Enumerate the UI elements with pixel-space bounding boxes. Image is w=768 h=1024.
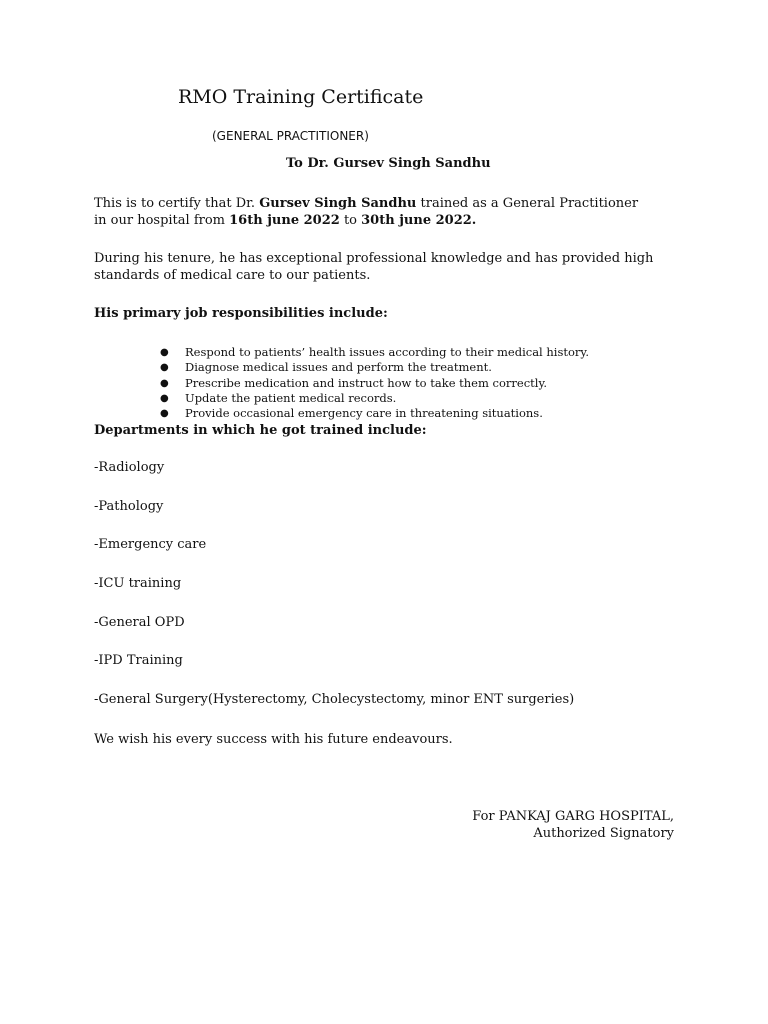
list-item <box>160 406 589 421</box>
signature-title: Authorized Signatory <box>533 826 674 841</box>
intro-paragraph <box>94 195 654 229</box>
responsibility-text: Update the patient medical records. <box>185 390 397 405</box>
intro-text-2: trained as a General Practitioner in our hospital from <box>94 196 639 228</box>
intro-text-1: This is to certify that Dr. <box>94 196 260 211</box>
list-item <box>160 360 589 375</box>
recipient-name: Gursev Singh Sandhu <box>259 196 417 211</box>
list-item <box>160 391 589 406</box>
bullet-icon: ● <box>160 362 169 374</box>
responsibilities-heading: His primary job responsibilities include: <box>94 306 388 321</box>
bullet-icon: ● <box>160 392 169 404</box>
department-item: -Pathology <box>94 499 164 514</box>
department-item: -ICU training <box>94 576 182 591</box>
responsibility-text: Prescribe medication and instruct how to take them correctly. <box>185 375 548 390</box>
department-item: -Emergency care <box>94 537 207 552</box>
list-item <box>160 345 589 360</box>
department-item: -Radiology <box>94 460 165 475</box>
start-date: 16th june 2022 <box>229 213 340 228</box>
certificate-subtitle: (GENERAL PRACTITIONER) <box>212 129 369 143</box>
bullet-icon: ● <box>160 408 169 420</box>
intro-text-3: to <box>339 213 362 228</box>
bullet-icon: ● <box>160 347 169 358</box>
list-item <box>160 376 589 391</box>
signature-hospital: For PANKAJ GARG HOSPITAL, <box>472 809 674 824</box>
recipient-line: To Dr. Gursev Singh Sandhu <box>286 156 491 171</box>
certificate-title: RMO Training Certificate <box>178 86 424 108</box>
closing-line: We wish his every success with his future endeavours. <box>94 732 453 747</box>
department-item: -General Surgery(Hysterectomy, Cholecystectomy, minor ENT surgeries) <box>94 692 575 707</box>
responsibility-text: Diagnose medical issues and perform the treatment. <box>185 360 492 375</box>
bullet-icon: ● <box>160 377 169 389</box>
department-item: -IPD Training <box>94 653 183 668</box>
responsibility-text: Provide occasional emergency care in threatening situations. <box>185 406 543 421</box>
responsibilities-list <box>160 345 589 421</box>
responsibility-text: Respond to patients’ health issues according to their medical history. <box>185 345 590 359</box>
departments-heading: Departments in which he got trained include: <box>94 423 427 438</box>
department-item: -General OPD <box>94 615 185 630</box>
end-date: 30th june 2022. <box>361 213 477 228</box>
tenure-paragraph: During his tenure, he has exceptional professional knowledge and has provided high standards of medical care to our patients. <box>94 251 654 283</box>
